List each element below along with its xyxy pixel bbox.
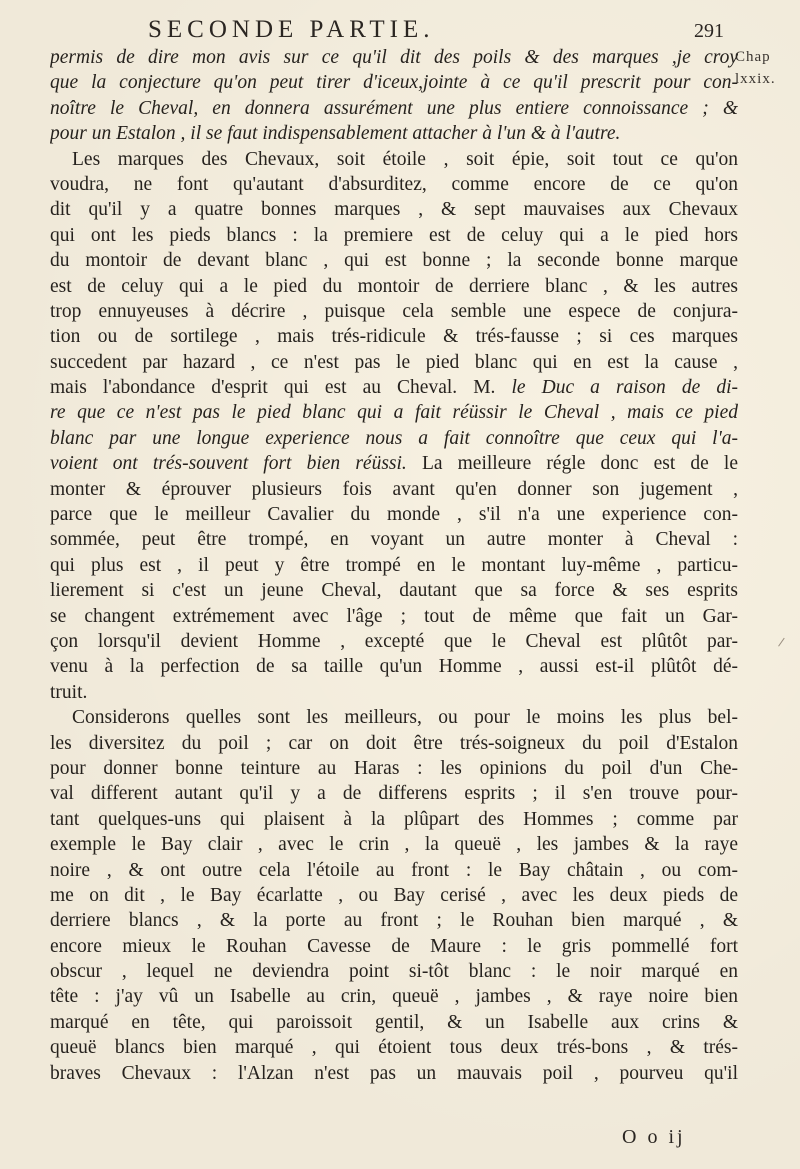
text-line: qui ont les pieds blancs : la premiere est de celuy qui a le pied hors	[50, 224, 738, 246]
text-line: sommée, peut être trompé, en voyant un autre monter à Cheval :	[50, 529, 738, 551]
text-line: qui plus est , il peut y être trompé en le montant luy-même , particu-	[50, 554, 738, 576]
text-line: re que ce n'est pas le pied blanc qui a fait réüssir le Cheval , mais ce pied	[50, 402, 738, 424]
text-line: trop ennuyeuses à décrire , puisque cela semble une espece de conjura-	[50, 300, 738, 322]
page-number: 291	[694, 20, 724, 42]
text-line: noître le Cheval, en donnera assurément une plus entiere connoissance ; &	[50, 97, 738, 119]
text-line: me on dit , le Bay écarlatte , ou Bay cerisé , avec les deux pieds de	[50, 884, 738, 906]
margin-note	[735, 46, 797, 90]
text-line: Les marques des Chevaux, soit étoile , soit épie, soit tout ce qu'on	[72, 148, 738, 170]
text-line: val different autant qu'il y a de differens esprits ; il s'en trouve pour-	[50, 783, 738, 805]
text-line: permis de dire mon avis sur ce qu'il dit des poils & des marques ,je croy	[50, 47, 738, 68]
margin-pencil-mark	[778, 638, 793, 653]
text-line: braves Chevaux : l'Alzan n'est pas un mauvais poil , pourveu qu'il	[50, 1062, 738, 1084]
text-line: queuë blancs bien marqué , qui étoient tous deux trés-bons , & trés-	[50, 1037, 738, 1059]
text-line: que la conjecture qu'on peut tirer d'iceux,jointe à ce qu'il prescrit pour con-	[50, 72, 738, 94]
text-line: pour un Estalon , il se faut indispensablement attacher à l'un & à l'autre.	[50, 123, 621, 145]
text-line: encore mieux le Rouhan Cavesse de Maure : le gris pommellé fort	[50, 935, 738, 957]
body-text	[50, 45, 738, 1086]
text-line: obscur , lequel ne deviendra point si-tôt blanc : le noir marqué en	[50, 961, 738, 983]
text-line: les diversitez du poil ; car on doit être trés-soigneux du poil d'Estalon	[50, 732, 738, 754]
margin-note-chapter: Chap	[735, 49, 771, 65]
text-line: exemple le Bay clair , avec le crin , la queuë , les jambes & la raye	[50, 834, 738, 856]
text-line: succedent par hazard , ce n'est pas le pied blanc qui en est la cause ,	[50, 351, 738, 373]
text-line: monter & éprouver plusieurs fois avant qu'en donner son jugement ,	[50, 478, 738, 500]
text-line: çon lorsqu'il devient Homme , excepté que le Cheval est plûtôt par-	[50, 630, 738, 652]
margin-note-number: lxxix.	[735, 71, 776, 87]
text-line: parce que le meilleur Cavalier du monde , s'il n'a une experience con-	[50, 504, 738, 526]
text-line: se changent extrémement avec l'âge ; tout de même que fait un Gar-	[50, 605, 738, 627]
text-line: marqué en tête, qui paroissoit gentil, & un Isabelle aux crins &	[50, 1011, 738, 1033]
text-line: truit.	[50, 681, 88, 703]
text-line: tion ou de sortilege , mais trés-ridicule & trés-fausse ; si ces marques	[50, 326, 738, 348]
text-line: lierement si c'est un jeune Cheval, dautant que sa force & ses esprits	[50, 580, 738, 602]
text-line: venu à la perfection de sa taille qu'un Homme , aussi est-il plûtôt dé-	[50, 656, 738, 678]
text-line: derriere blancs , & la porte au front ; le Rouhan bien marqué , &	[50, 910, 738, 932]
text-line: voudra, ne font qu'autant d'absurditez, comme encore de ce qu'on	[50, 173, 738, 195]
signature-mark: O o ij	[622, 1126, 686, 1148]
text-line: est de celuy qui a le pied du montoir de derriere blanc , & les autres	[50, 275, 738, 297]
running-head: SECONDE PARTIE.	[148, 16, 435, 43]
text-line: dit qu'il y a quatre bonnes marques , & sept mauvaises aux Chevaux	[50, 199, 738, 221]
text-line: tête : j'ay vû un Isabelle au crin, queuë , jambes , & raye noire bien	[50, 986, 738, 1008]
text-line: noire , & ont outre cela l'étoile au front : le Bay châtain , ou com-	[50, 859, 738, 881]
text-line: tant quelques-uns qui plaisent à la plûpart des Hommes ; comme par	[50, 808, 738, 830]
text-line: pour donner bonne teinture au Haras : les opinions du poil d'un Che-	[50, 757, 738, 779]
text-line: voient ont trés-souvent fort bien réüssi. La meilleure régle donc est de le	[50, 453, 738, 475]
text-line: blanc par une longue experience nous a fait connoître que ceux qui l'a-	[50, 427, 738, 449]
text-line: du montoir de devant blanc , qui est bonne ; la seconde bonne marque	[50, 250, 738, 272]
text-line: mais l'abondance d'esprit qui est au Cheval. M. le Duc a raison de di-	[50, 377, 738, 399]
text-line: Considerons quelles sont les meilleurs, ou pour le moins les plus bel-	[72, 707, 738, 729]
